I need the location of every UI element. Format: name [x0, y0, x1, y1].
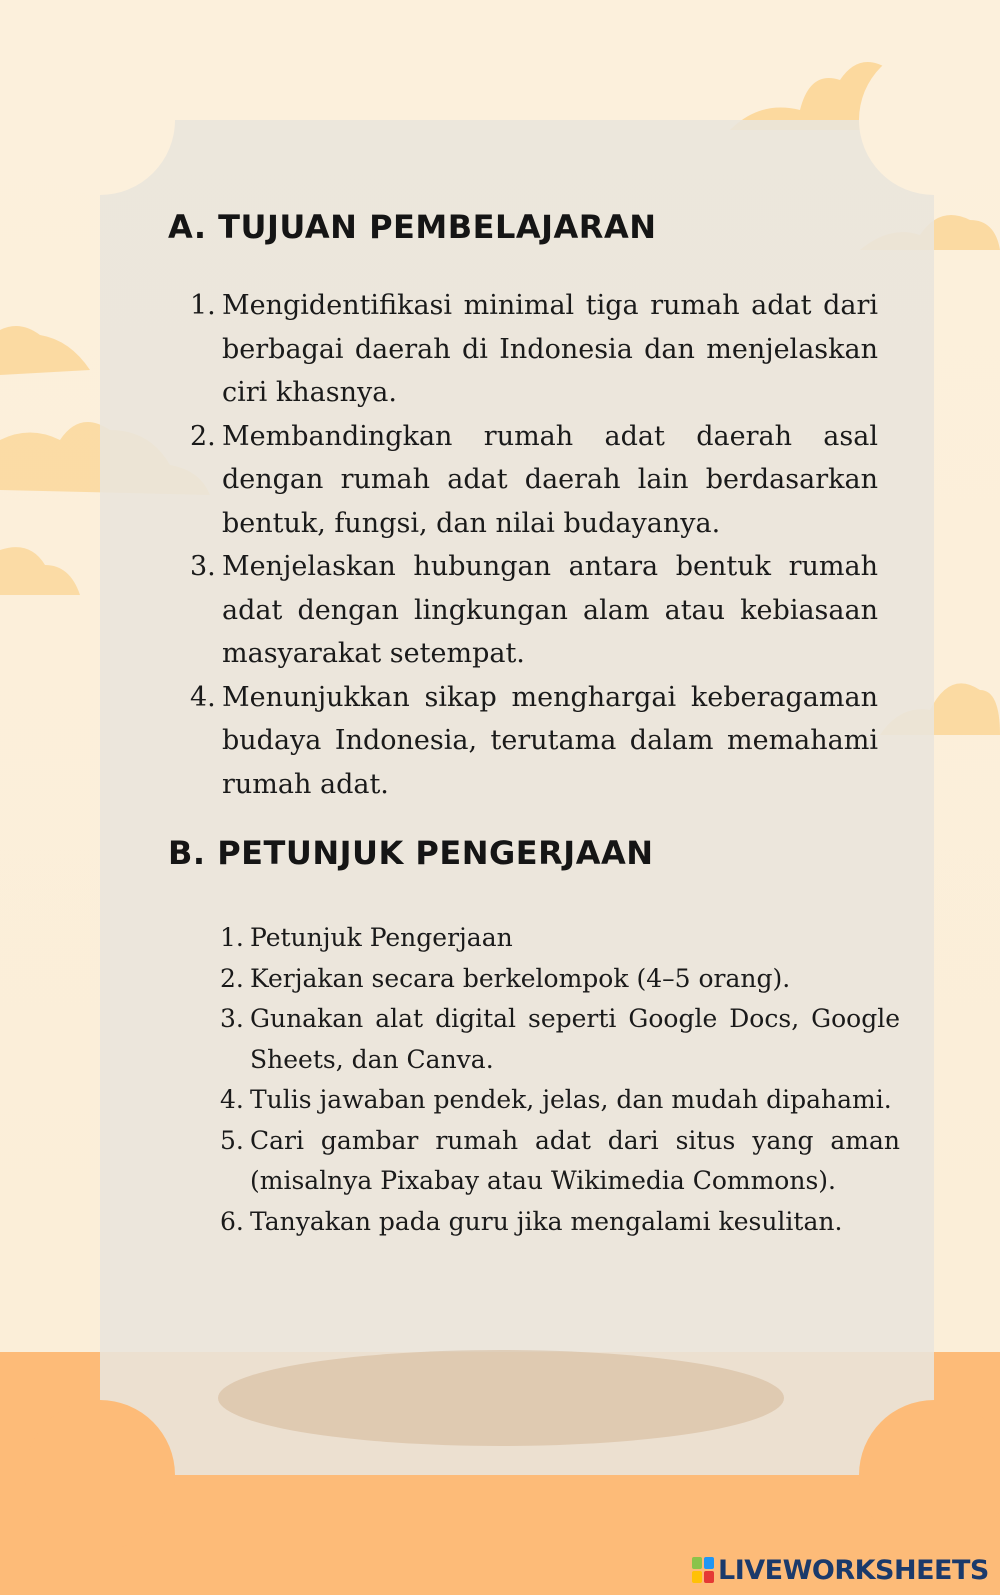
list-item-number: 1. [190, 290, 216, 321]
list-item [220, 999, 900, 1080]
list-item-text: Tulis jawaban pendek, jelas, dan mudah dipahami. [250, 1085, 892, 1114]
list-item [190, 545, 878, 676]
card-notch-top-right [859, 45, 1000, 195]
list-item [220, 1202, 900, 1243]
list-item-number: 4. [220, 1085, 244, 1114]
section-a-list [190, 284, 878, 806]
list-item-number: 2. [190, 420, 216, 452]
list-item-text: Membandingkan rumah adat daerah asal dengan rumah adat daerah lain berdasarkan bentuk, fungsi, dan nilai budayanya. [222, 420, 878, 539]
list-item-text: Gunakan alat digital seperti Google Docs, Google Sheets, dan Canva. [250, 1004, 900, 1074]
section-a-heading: A. TUJUAN PEMBELAJARAN [168, 208, 657, 246]
cloud-left-1 [0, 310, 90, 380]
list-item-text: Petunjuk Pengerjaan [250, 923, 513, 952]
section-b-list [220, 918, 900, 1242]
cloud-left-3 [0, 540, 80, 600]
list-item-number: 4. [190, 681, 216, 713]
list-item-number: 3. [220, 1004, 244, 1033]
list-item-number: 3. [190, 551, 216, 582]
card-notch-bottom-right [859, 1400, 1000, 1550]
card-notch-bottom-left [25, 1400, 175, 1550]
list-item-text: Cari gambar rumah adat dari situs yang aman (misalnya Pixabay atau Wikimedia Commons). [250, 1125, 900, 1195]
list-item-text: Kerjakan secara berkelompok (4–5 orang). [250, 963, 791, 993]
list-item-number: 6. [220, 1206, 244, 1236]
list-item-text: Mengidentifikasi minimal tiga rumah adat dari berbagai daerah di Indonesia dan menjelaskan ciri khasnya. [222, 290, 878, 408]
list-item-text: Menunjukkan sikap menghargai keberagaman budaya Indonesia, terutama dalam memahami rumah adat. [222, 681, 878, 800]
card-notch-top-left [25, 45, 175, 195]
liveworksheets-logo-icon [692, 1557, 714, 1583]
section-b-heading: B. PETUNJUK PENGERJAAN [168, 834, 654, 872]
list-item [190, 415, 878, 546]
list-item-number: 2. [220, 963, 244, 993]
list-item-number: 5. [220, 1125, 244, 1155]
list-item [220, 1080, 900, 1121]
list-item [220, 918, 900, 959]
list-item [190, 676, 878, 807]
liveworksheets-logo[interactable] [692, 1552, 989, 1588]
list-item [220, 1121, 900, 1202]
list-item-number: 1. [220, 923, 244, 952]
list-item [190, 284, 878, 415]
logo-text: LIVEWORKSHEETS [718, 1554, 989, 1586]
list-item [220, 959, 900, 1000]
floor-shadow [218, 1350, 784, 1446]
list-item-text: Tanyakan pada guru jika mengalami kesulitan. [250, 1206, 843, 1236]
list-item-text: Menjelaskan hubungan antara bentuk rumah adat dengan lingkungan alam atau kebiasaan masyarakat setempat. [222, 551, 878, 669]
